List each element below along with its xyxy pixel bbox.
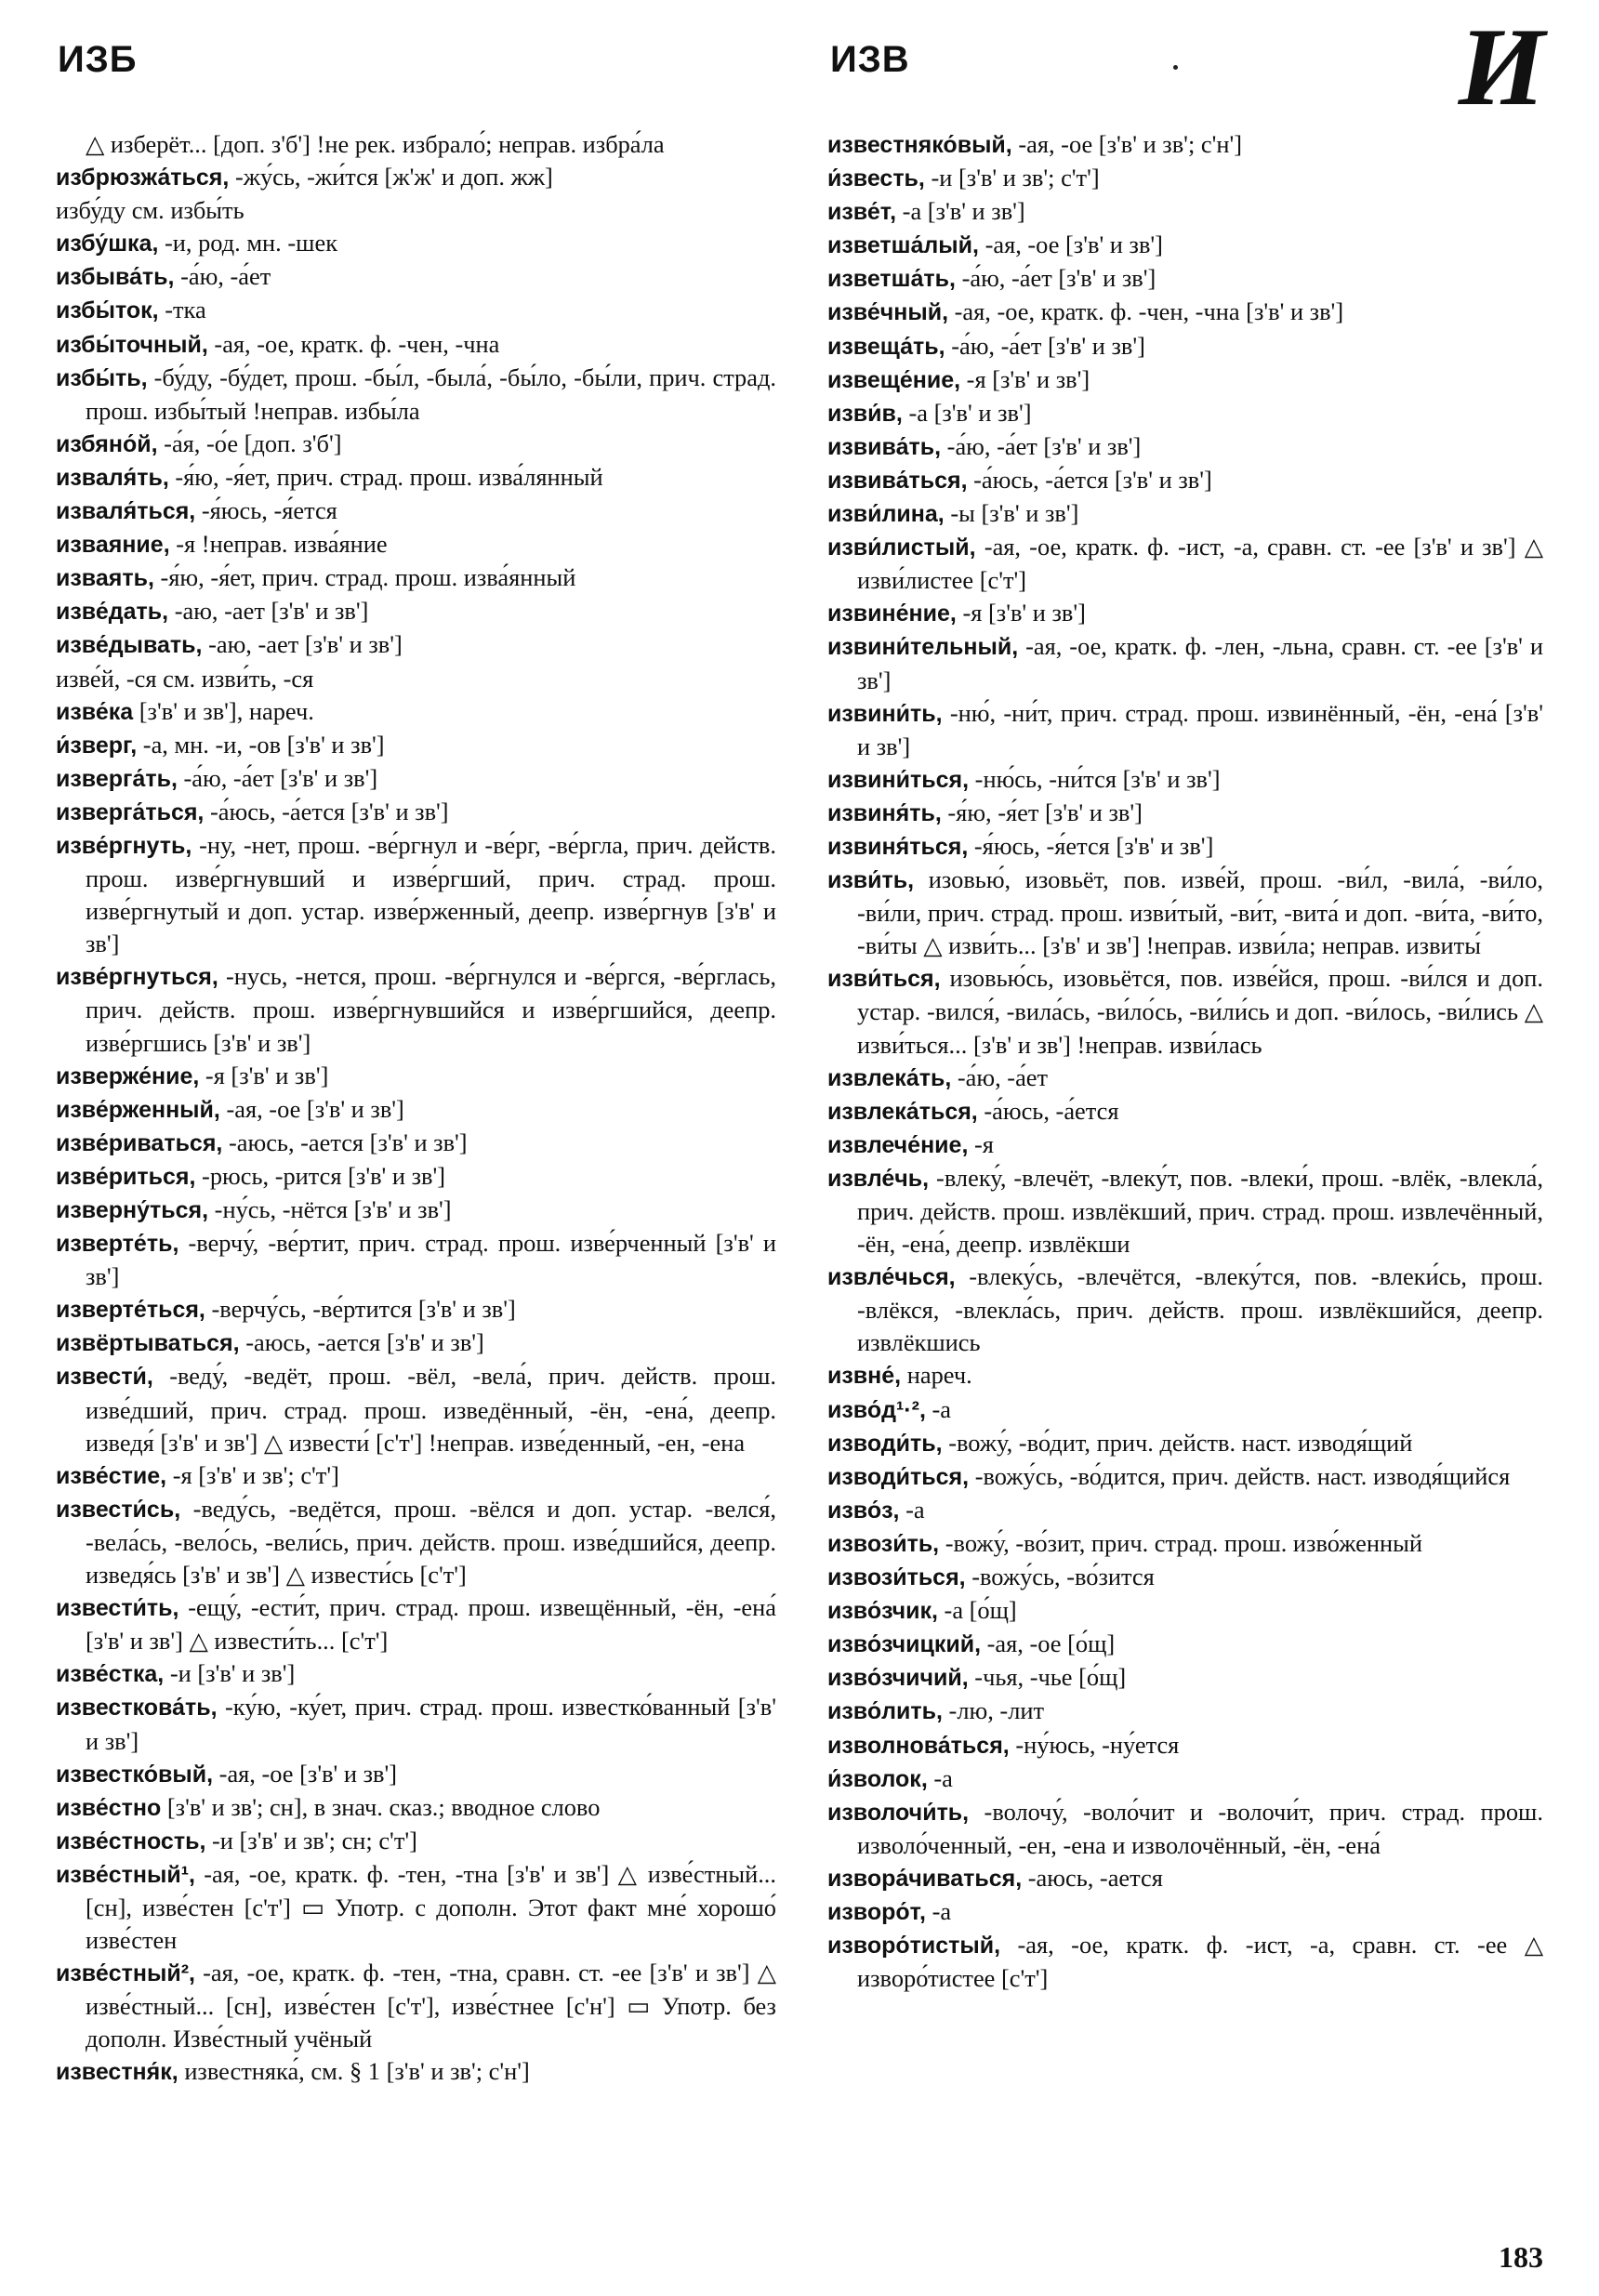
entry-body: -лю, -лит: [948, 1696, 1045, 1725]
dictionary-entry: [827, 1359, 1543, 1392]
entry-body: -жу́сь, -жи́тся [ж'ж' и доп. жж]: [234, 163, 553, 191]
dictionary-entry: [827, 1128, 1543, 1162]
dictionary-entry: [827, 1594, 1543, 1628]
entry-headword: и́зволок,: [827, 1765, 928, 1792]
entry-body: -ну́юсь, -ну́ется: [1015, 1730, 1180, 1759]
entry-headword: избу́шка,: [56, 231, 159, 257]
dictionary-entry: [827, 464, 1543, 497]
entry-body: -ая, -ое, кратк. ф. -лен, -льна, сравн. ст. -ее [з'в' и зв']: [857, 632, 1543, 694]
dictionary-entry: [56, 328, 776, 362]
entry-body: -а: [905, 1495, 925, 1524]
entry-body: -волочу́, -воло́чит и -волочи́т, прич. страд. прош. изволо́ченный, -ен, -ена и изволочённый, -ён, -ена́: [857, 1797, 1543, 1859]
dictionary-entry: [56, 1160, 776, 1194]
entry-body: -ая, -ое, кратк. ф. -тен, -тна, сравн. ст. -ее [з'в' и зв'] △ изве́стный... [сн], изве́стен [с'т'], изве́стнее [с'н'] ▭ Употр. без дополн. Изве́стный учёный: [86, 1959, 776, 2053]
entry-headword: и́звесть,: [827, 165, 925, 192]
entry-body: -ая, -ое [з'в' и зв']: [985, 231, 1163, 259]
dictionary-entry: [56, 362, 776, 428]
dictionary-entry: [56, 227, 776, 260]
entry-headword: извлека́ть,: [827, 1064, 952, 1091]
running-head-left: ИЗБ: [58, 39, 138, 80]
entry-body: -а́ю, -а́ет [з'в' и зв']: [951, 331, 1145, 360]
dictionary-entry: [827, 597, 1543, 630]
entry-headword: извеще́ние,: [827, 366, 961, 393]
entry-headword: изве́стность,: [56, 1828, 206, 1854]
entry-body: -ку́ю, -ку́ет, прич. страд. прош. известко́ванный [з'в' и зв']: [86, 1693, 776, 1755]
entry-body: -а́ю, -а́ет [з'в' и зв']: [946, 431, 1142, 460]
dictionary-entry: [56, 1360, 776, 1458]
entry-headword: изве́стный¹,: [56, 1861, 195, 1888]
entry-body: -ая, -ое [о́щ]: [986, 1630, 1116, 1658]
entry-headword: изво́зчичий,: [827, 1665, 969, 1692]
dictionary-entry: [827, 1695, 1543, 1728]
dictionary-entry: [827, 1095, 1543, 1128]
entry-body: -я́юсь, -я́ется: [201, 496, 337, 525]
entry-body: -я́ю, -я́ет, прич. страд. прош. изва́янный: [160, 563, 576, 592]
entry-headword: изваяние,: [56, 532, 170, 559]
dictionary-entry: [827, 1561, 1543, 1594]
dictionary-entry: [827, 229, 1543, 262]
entry-body: -а́ю, -а́ет [з'в' и зв']: [183, 763, 378, 792]
entry-body: -и [з'в' и зв'; сн; с'т']: [212, 1826, 417, 1854]
entry-headword: избы́точный,: [56, 331, 208, 358]
dictionary-entry: [827, 363, 1543, 397]
entry-body: -ню́, -ни́т, прич. страд. прош. извинённый, -ён, -ена́ [з'в' и зв']: [857, 698, 1543, 760]
entry-body: -и, род. мн. -шек: [165, 229, 338, 257]
entry-headword: изве́дать,: [56, 599, 169, 626]
dictionary-entry: [827, 1661, 1543, 1695]
entry-headword: изверну́ться,: [56, 1197, 209, 1223]
entry-body: -а, мн. -и, -ов [з'в' и зв']: [142, 730, 385, 759]
entry-body: изве́й, -ся см. изви́ть, -ся: [56, 664, 314, 693]
entry-body: -а [з'в' и зв']: [908, 398, 1032, 427]
dictionary-entry: [56, 628, 776, 662]
entry-headword: извива́ться,: [827, 467, 968, 494]
entry-body: -аюсь, -ается: [1027, 1863, 1163, 1892]
dictionary-entry: [56, 161, 776, 194]
entry-headword: изво́д¹·²,: [827, 1396, 926, 1423]
entry-headword: изворо́тистый,: [827, 1933, 1001, 1960]
dictionary-entry: [56, 663, 776, 695]
dictionary-entry: [56, 1227, 776, 1293]
entry-headword: избы́ток,: [56, 297, 159, 324]
dictionary-entry: [56, 1758, 776, 1791]
dictionary-entry: [56, 960, 776, 1059]
dictionary-entry: [56, 1459, 776, 1493]
entry-headword: изви́в,: [827, 400, 903, 427]
entry-headword: извини́ться,: [827, 766, 970, 793]
dictionary-entry: [827, 1929, 1543, 1995]
entry-headword: изве́рженный,: [56, 1096, 220, 1123]
dictionary-entry: [56, 1957, 776, 2055]
dictionary-entry: [827, 1895, 1543, 1929]
dictionary-entry: [56, 1825, 776, 1858]
entry-body: изовью́сь, изовьётся, пов. изве́йся, прош. -ви́лся и доп. устар. -вился́, -вила́сь, -ви́ло́сь, -ви́ли́сь и доп. -ви́лось, -ви́лись △ изви́ться... [з'в' и зв'] !неправ. изви́лась: [857, 964, 1543, 1059]
dictionary-entry: [827, 697, 1543, 763]
entry-body: -вожу́, -во́зит, прич. страд. прош. изво́женный: [945, 1528, 1422, 1557]
running-head-right: ИЗВ: [830, 39, 910, 80]
entry-headword: изваля́ться,: [56, 498, 196, 525]
dictionary-entry: [56, 695, 776, 729]
entry-headword: изве́ргнуть,: [56, 832, 192, 859]
entry-continuation: △ изберёт... [доп. з'б'] !не рек. избрало́; неправ. избра́ла: [86, 130, 665, 158]
dictionary-entry: [56, 1127, 776, 1160]
entry-body: -аюсь, -ается [з'в' и зв']: [245, 1328, 484, 1357]
entry-headword: извини́тельный,: [827, 634, 1019, 661]
entry-body: -а́я, -о́е [доп. з'б']: [164, 429, 342, 457]
dictionary-entry: [827, 330, 1543, 363]
entry-body: -я́ю, -я́ет, прич. страд. прош. изва́лянный: [175, 462, 603, 491]
entry-headword: извива́ть,: [827, 433, 942, 460]
entry-headword: изваля́ть,: [56, 464, 169, 491]
entry-headword: изве́стно: [56, 1794, 162, 1821]
dictionary-entry: [827, 1762, 1543, 1796]
entry-body: -бу́ду, -бу́дет, прош. -бы́л, -была́, -бы́ло, -бы́ли, прич. страд. прош. избы́тый !неправ. избы́ла: [86, 363, 776, 425]
entry-body: -ещу́, -ести́т, прич. страд. прош. извещённый, -ён, -ена́ [з'в' и зв'] △ извести́ть... [с'т']: [86, 1593, 776, 1656]
dictionary-column-left: [56, 128, 776, 2090]
entry-headword: извёртываться,: [56, 1330, 240, 1357]
dictionary-entry: [827, 531, 1543, 597]
entry-body: -ая, -ое, кратк. ф. -ист, -а, сравн. ст. -ее △ изворо́тистее [с'т']: [857, 1931, 1543, 1993]
dictionary-entry: [56, 1657, 776, 1691]
entry-body: -а [о́щ]: [944, 1596, 1017, 1625]
entry-headword: изверте́ть,: [56, 1231, 179, 1258]
entry-body: -а [з'в' и зв']: [902, 197, 1025, 226]
entry-body: -и [з'в' и зв']: [169, 1659, 296, 1688]
entry-headword: извине́ние,: [827, 600, 957, 627]
dictionary-entry: [56, 595, 776, 628]
entry-headword: извне́,: [827, 1363, 902, 1390]
dictionary-entry: [56, 428, 776, 461]
entry-headword: и́зверг,: [56, 732, 138, 759]
dictionary-entry: [827, 1796, 1543, 1862]
entry-body: -влеку́сь, -влечётся, -влеку́тся, пов. -влеки́сь, прош. -влёкся, -влекла́сь, прич. действ. прош. извлёкшийся, деепр. извлёкшись: [857, 1262, 1543, 1357]
entry-body: -вожу́сь, -во́зится: [971, 1563, 1155, 1591]
dictionary-column-right: [827, 128, 1543, 1995]
entry-headword: изве́риваться,: [56, 1129, 223, 1156]
dictionary-entry: [827, 1460, 1543, 1494]
entry-headword: извиня́ть,: [827, 799, 942, 826]
entry-body: -веду́сь, -ведётся, прош. -вёлся и доп. устар. -велся́, -вела́сь, -вело́сь, -вели́сь, прич. действ. прош. изве́дшийся, деепр. изведя́сь [з'в' и зв'] △ извести́сь [с'т']: [86, 1494, 776, 1590]
dictionary-entry: [827, 630, 1543, 696]
dictionary-entry: [827, 1494, 1543, 1527]
entry-headword: избяно́й,: [56, 430, 158, 457]
entry-headword: известкова́ть,: [56, 1695, 218, 1722]
dictionary-entry: [56, 294, 776, 327]
entry-headword: изво́зчик,: [827, 1598, 938, 1625]
entry-body: -а: [932, 1394, 952, 1423]
entry-headword: извле́чь,: [827, 1165, 930, 1192]
entry-body: -аю, -ает [з'в' и зв']: [208, 630, 403, 659]
entry-body: известняка́, см. § 1 [з'в' и зв'; с'н']: [184, 2057, 530, 2086]
entry-body: -а́юсь, -а́ется: [984, 1096, 1119, 1125]
dictionary-entry: [56, 260, 776, 294]
entry-headword: изве́стие,: [56, 1462, 167, 1489]
dictionary-entry: [56, 1293, 776, 1326]
entry-body: -чья, -чье [о́щ]: [974, 1663, 1127, 1692]
entry-headword: известняко́вый,: [827, 132, 1012, 158]
entry-body: изовью́, изовьёт, пов. изве́й, прош. -ви́л, -вила́, -ви́ло, -ви́ли, прич. страд. прош. изви́тый, -ви́т, -вита́ и доп. -ви́та, -ви́то, -ви́ты △ изви́ть... [з'в' и зв'] !неправ. изви́ла; неправ. извиты́: [857, 865, 1543, 960]
entry-headword: изве́риться,: [56, 1163, 196, 1190]
dictionary-entry: [827, 162, 1543, 195]
entry-body: -я [з'в' и зв']: [962, 599, 1086, 627]
entry-body: -а́юсь, -а́ется [з'в' и зв']: [209, 797, 449, 825]
entry-headword: изверте́ться,: [56, 1297, 205, 1324]
dictionary-entry: [827, 1862, 1543, 1895]
dictionary-entry: [827, 1729, 1543, 1762]
dictionary-entry: [56, 1194, 776, 1227]
entry-body: -я [з'в' и зв']: [205, 1061, 329, 1089]
entry-body: -нусь, -нется, прош. -ве́ргнулся и -ве́ргся, -ве́рглась, прич. действ. прош. изве́ргнувшийся и изве́ргшийся, деепр. изве́ргшись [з'в' и зв']: [86, 962, 776, 1057]
dictionary-entry: [56, 1858, 776, 1957]
dictionary-entry: [56, 461, 776, 495]
dictionary-entry: [827, 195, 1543, 229]
entry-headword: изво́лить,: [827, 1698, 943, 1725]
dictionary-entry: [827, 1427, 1543, 1460]
entry-body: -а: [933, 1763, 953, 1792]
entry-headword: извлека́ться,: [827, 1098, 978, 1125]
entry-body: -ая, -ое [з'в' и зв']: [218, 1759, 398, 1788]
dictionary-entry: [56, 1060, 776, 1093]
entry-headword: избрюзжа́ться,: [56, 165, 230, 191]
entry-body: -ая, -ое, кратк. ф. -чен, -чна [з'в' и зв']: [954, 297, 1344, 326]
dictionary-entry: [827, 262, 1543, 296]
entry-headword: изво́зчицкий,: [827, 1631, 982, 1658]
entry-headword: известко́вый,: [56, 1761, 214, 1788]
entry-headword: избыва́ть,: [56, 264, 175, 291]
entry-headword: изве́чный,: [827, 299, 949, 326]
entry-headword: извози́ть,: [827, 1530, 940, 1557]
entry-body: -а́ю, -а́ет: [180, 262, 271, 291]
dictionary-entry: [827, 128, 1543, 162]
entry-headword: извини́ть,: [827, 700, 943, 727]
dictionary-entry: [827, 1393, 1543, 1427]
entry-headword: изве́стка,: [56, 1661, 165, 1688]
dictionary-entry: [56, 796, 776, 829]
dictionary-entry: [56, 561, 776, 595]
entry-headword: извора́чиваться,: [827, 1865, 1023, 1892]
dictionary-entry: [827, 296, 1543, 329]
entry-headword: изве́стный²,: [56, 1960, 195, 1987]
dictionary-entry: [827, 1162, 1543, 1260]
dictionary-entry: [56, 1093, 776, 1127]
entry-headword: изви́ть,: [827, 867, 915, 894]
entry-body: -ая, -ое [з'в' и зв'; с'н']: [1018, 130, 1243, 158]
entry-headword: изво́з,: [827, 1497, 900, 1524]
dictionary-entry: [56, 762, 776, 796]
dictionary-entry: [827, 497, 1543, 531]
entry-body: -я́юсь, -я́ется [з'в' и зв']: [973, 831, 1214, 860]
entry-body: -я [з'в' и зв'; с'т']: [172, 1460, 339, 1489]
entry-body: -а́ю, -а́ет [з'в' и зв']: [961, 264, 1156, 293]
dictionary-entry: [827, 1628, 1543, 1661]
entry-body: -влеку́, -влечёт, -влеку́т, пов. -влеки́, прош. -влёк, -влекла́, прич. действ. прош. извлёкший, прич. страд. прош. извлечённый, -ён, -ена́, деепр. извлёкши: [857, 1163, 1543, 1259]
entry-headword: извози́ться,: [827, 1564, 966, 1591]
entry-headword: извести́,: [56, 1364, 153, 1391]
entry-headword: изве́т,: [827, 199, 897, 226]
entry-body: -я [з'в' и зв']: [966, 364, 1090, 393]
entry-headword: изводи́ться,: [827, 1463, 970, 1490]
entry-headword: избы́ть,: [56, 364, 148, 391]
section-letter: И: [1458, 5, 1545, 128]
entry-headword: изветша́лый,: [827, 232, 979, 259]
entry-headword: извлече́ние,: [827, 1131, 969, 1158]
dictionary-entry: [827, 797, 1543, 830]
entry-body: -вожу́сь, -во́дится, прич. действ. наст. изводя́щийся: [974, 1461, 1511, 1490]
entry-body: -ая, -ое, кратк. ф. -ист, -а, сравн. ст. -ее [з'в' и зв'] △ изви́листее [с'т']: [857, 533, 1543, 595]
entry-body: -верчу́сь, -ве́ртится [з'в' и зв']: [211, 1295, 516, 1324]
dictionary-entry: [827, 830, 1543, 864]
entry-body: -я́ю, -я́ет [з'в' и зв']: [947, 798, 1143, 826]
entry-body: -ы [з'в' и зв']: [950, 499, 1079, 528]
entry-body: -а́юсь, -а́ется [з'в' и зв']: [973, 465, 1212, 494]
entry-body: -веду́, -ведёт, прош. -вёл, -вела́, прич. действ. прош. изве́дший, прич. страд. прош. изведённый, -ён, -ена́, деепр. изведя́ [з'в' и зв'] △ извести́ [с'т'] !неправ. изве́денный, -ен, -ена: [86, 1362, 776, 1457]
dictionary-entry: [827, 763, 1543, 797]
entry-headword: изводи́ть,: [827, 1430, 943, 1457]
entry-headword: извле́чься,: [827, 1264, 956, 1291]
dictionary-entry: [56, 495, 776, 528]
entry-body: -ну, -нет, прош. -ве́ргнул и -ве́рг, -ве́ргла, прич. действ. прош. изве́ргнувший и изве́ргший, прич. страд. прош. изве́ргнутый и доп. устар. изве́рженный, деепр. изве́ргнув [з'в' и зв']: [86, 830, 776, 958]
entry-body: -я: [974, 1129, 994, 1158]
entry-body: -я !неправ. изва́яние: [176, 530, 388, 559]
dictionary-entry: [827, 397, 1543, 430]
entry-headword: изволочи́ть,: [827, 1799, 970, 1826]
entry-body: -тка: [165, 296, 206, 324]
entry-body: -ая, -ое, кратк. ф. -чен, -чна: [214, 329, 500, 358]
entry-headword: извести́сь,: [56, 1496, 181, 1523]
dictionary-entry: [56, 1326, 776, 1360]
dictionary-entry: [827, 1527, 1543, 1561]
entry-body: -ню́сь, -ни́тся [з'в' и зв']: [974, 764, 1221, 793]
dictionary-entry: [827, 430, 1543, 464]
entry-headword: извиня́ться,: [827, 833, 969, 860]
dictionary-entry: [56, 1791, 776, 1825]
entry-headword: изволнова́ться,: [827, 1732, 1010, 1759]
dictionary-entry: [827, 864, 1543, 962]
entry-body: -а: [932, 1896, 952, 1925]
dictionary-entry: [827, 1062, 1543, 1095]
dictionary-entry: [827, 962, 1543, 1061]
print-speck: [1173, 65, 1178, 70]
entry-headword: изваять,: [56, 565, 154, 592]
entry-headword: изверга́ться,: [56, 798, 205, 825]
entry-headword: изверга́ть,: [56, 765, 178, 792]
entry-headword: изве́ргнуться,: [56, 964, 218, 991]
entry-body: -верчу́, -ве́ртит, прич. страд. прош. изве́рченный [з'в' и зв']: [86, 1229, 776, 1291]
page-number: 183: [1499, 2240, 1543, 2274]
entry-body: [з'в' и зв'], нареч.: [139, 696, 314, 725]
dictionary-entry: [56, 1591, 776, 1657]
entry-body: [з'в' и зв'; сн], в знач. сказ.; вводное слово: [166, 1792, 601, 1821]
entry-headword: изверже́ние,: [56, 1062, 200, 1089]
dictionary-entry: [56, 194, 776, 227]
entry-body: избу́ду см. избы́ть: [56, 196, 244, 225]
dictionary-entry: [56, 1691, 776, 1757]
entry-headword: изве́ка: [56, 698, 134, 725]
dictionary-entry: [56, 829, 776, 960]
entry-headword: изви́листый,: [827, 534, 976, 561]
entry-body: -аю, -ает [з'в' и зв']: [174, 597, 369, 626]
entry-headword: изворо́т,: [827, 1898, 926, 1925]
entry-body: нареч.: [906, 1361, 972, 1390]
entry-headword: извести́ть,: [56, 1595, 179, 1622]
dictionary-entry: [827, 1260, 1543, 1359]
entry-body: -а́ю, -а́ет: [957, 1062, 1049, 1091]
entry-body: -вожу́, -во́дит, прич. действ. наст. изводя́щий: [948, 1428, 1413, 1457]
entry-headword: изви́ться,: [827, 966, 941, 993]
dictionary-entry: [56, 729, 776, 762]
entry-body: -и [з'в' и зв'; с'т']: [931, 164, 1100, 192]
dictionary-entry: [56, 2055, 776, 2089]
entry-body: -ая, -ое, кратк. ф. -тен, -тна [з'в' и зв'] △ изве́стный... [сн], изве́стен [с'т'] ▭ Употр. с дополн. Этот факт мне́ хорошо́ изве́стен: [86, 1859, 776, 1955]
entry-headword: изве́дывать,: [56, 632, 203, 659]
entry-body: -ая, -ое [з'в' и зв']: [226, 1094, 404, 1123]
entry-body: -ну́сь, -нётся [з'в' и зв']: [214, 1195, 452, 1223]
dictionary-entry: [56, 1493, 776, 1591]
entry-body: -рюсь, -рится [з'в' и зв']: [202, 1161, 446, 1190]
entry-headword: изветша́ть,: [827, 266, 956, 293]
entry-body: -аюсь, -ается [з'в' и зв']: [228, 1128, 468, 1156]
entry-headword: извеща́ть,: [827, 333, 945, 360]
entry-headword: изви́лина,: [827, 501, 945, 528]
entry-headword: известня́к,: [56, 2059, 178, 2086]
dictionary-entry: [56, 528, 776, 561]
